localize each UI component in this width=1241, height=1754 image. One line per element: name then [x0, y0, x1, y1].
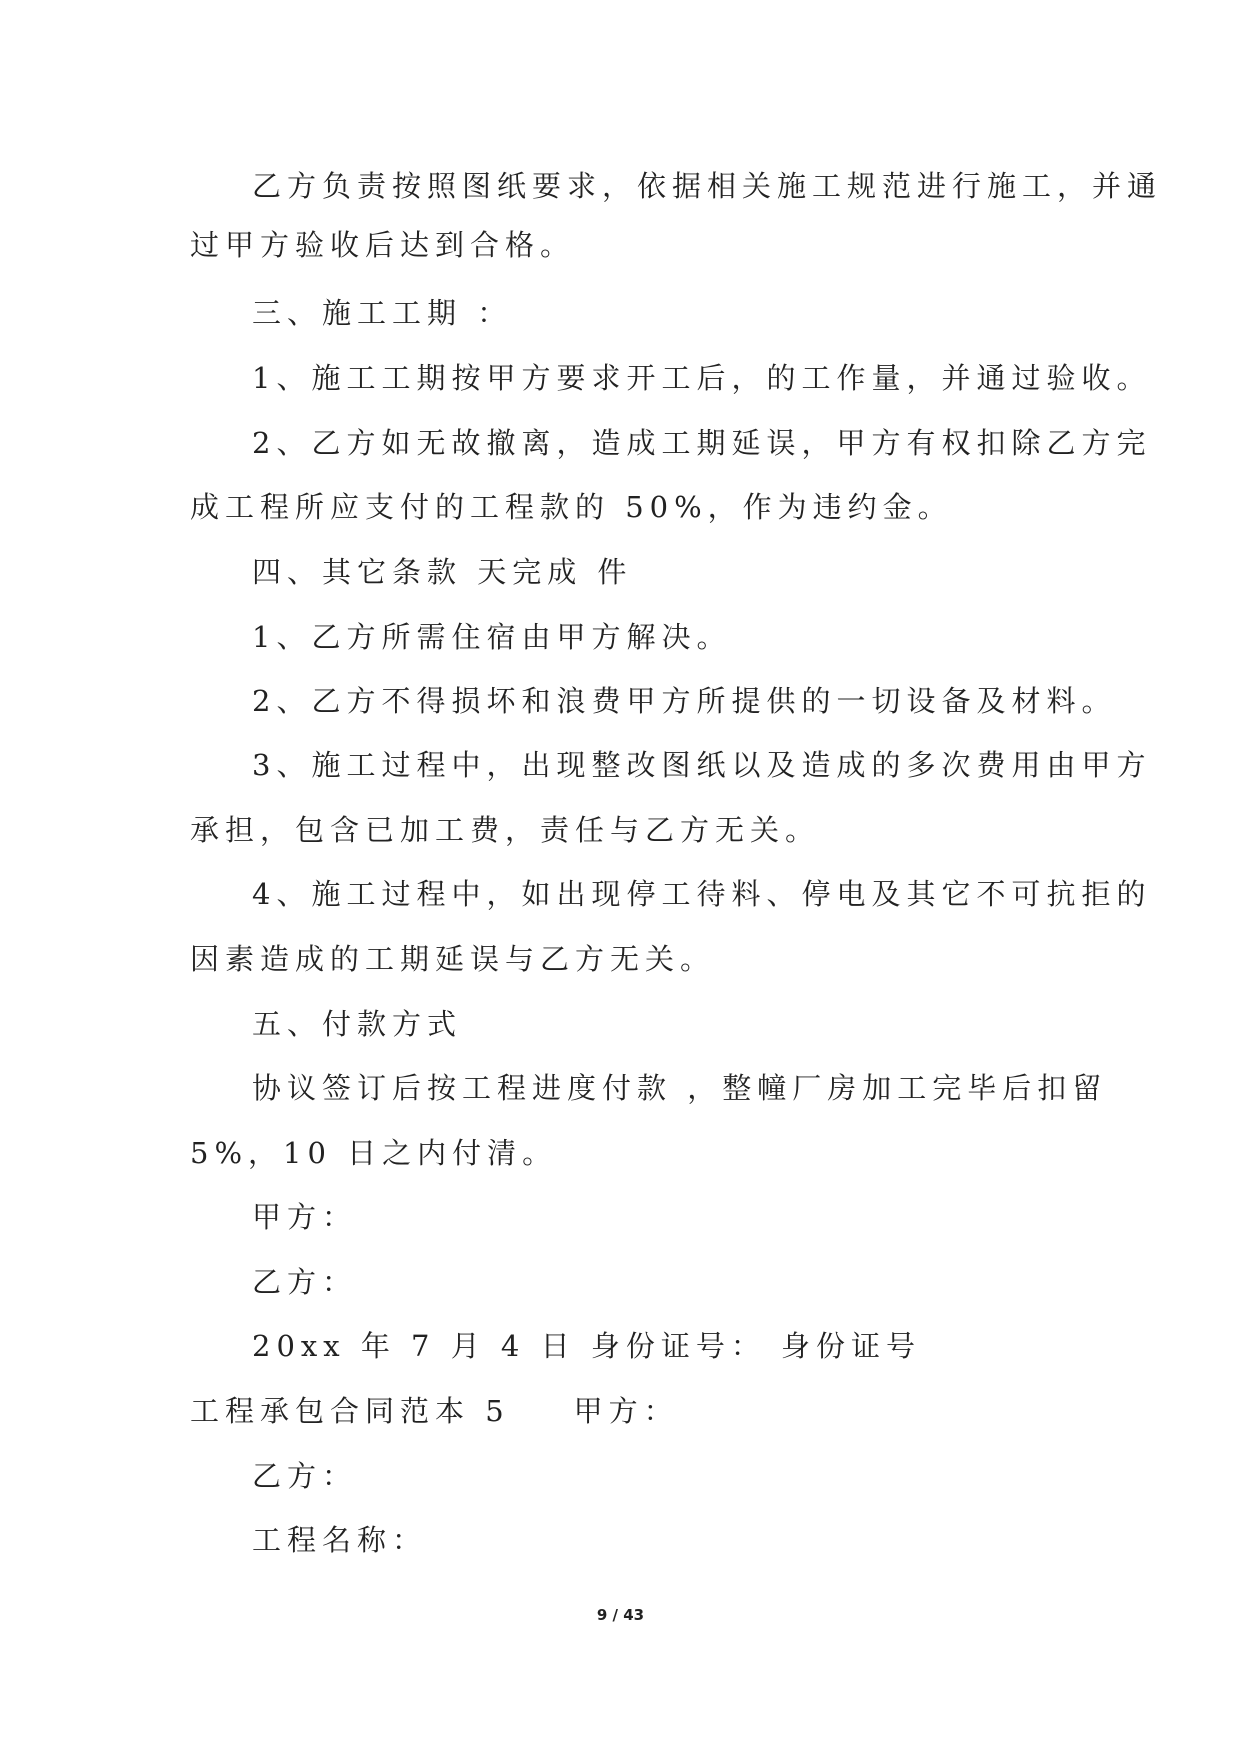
contract-party-b: 乙方：	[252, 1459, 358, 1493]
clause-line: 1、乙方所需住宿由甲方解决。	[252, 620, 732, 654]
clause-line: 2、乙方不得损坏和浪费甲方所提供的一切设备及材料。	[252, 684, 1117, 718]
section-heading: 四、其它条款 天完成 件	[252, 555, 633, 589]
paragraph-line: 协议签订后按工程进度付款 ，整幢厂房加工完毕后扣留	[252, 1071, 1108, 1105]
clause-line: 4、施工过程中，如出现停工待料、停电及其它不可抗拒的	[252, 877, 1152, 911]
contract-title: 工程承包合同范本 5	[190, 1394, 510, 1428]
section-heading: 三、施工工期 ：	[252, 296, 513, 330]
paragraph-line: 过甲方验收后达到合格。	[190, 228, 576, 262]
page-number: 9 / 43	[596, 1606, 645, 1624]
clause-line: 3、施工过程中，出现整改图纸以及造成的多次费用由甲方	[252, 748, 1152, 782]
clause-line: 承担，包含已加工费，责任与乙方无关。	[190, 813, 821, 847]
date-id-line: 20xx 年 7 月 4 日 身份证号： 身份证号	[252, 1329, 922, 1363]
section-heading: 五、付款方式	[252, 1007, 463, 1041]
clause-line: 1、施工工期按甲方要求开工后，的工作量，并通过验收。	[252, 361, 1152, 395]
project-name-label: 工程名称：	[252, 1523, 428, 1557]
signature-party-b: 乙方：	[252, 1265, 358, 1299]
contract-party-a: 甲方：	[573, 1394, 679, 1428]
paragraph-line: 乙方负责按照图纸要求，依据相关施工规范进行施工，并通	[252, 169, 1163, 203]
paragraph-line: 5%，10 日之内付清。	[190, 1136, 558, 1170]
clause-line: 因素造成的工期延误与乙方无关。	[190, 942, 716, 976]
contract-title-line	[190, 1391, 679, 1431]
signature-party-a: 甲方：	[252, 1200, 358, 1234]
clause-line: 2、乙方如无故撤离，造成工期延误，甲方有权扣除乙方完	[252, 426, 1152, 460]
clause-line: 成工程所应支付的工程款的 50%，作为违约金。	[190, 490, 953, 524]
